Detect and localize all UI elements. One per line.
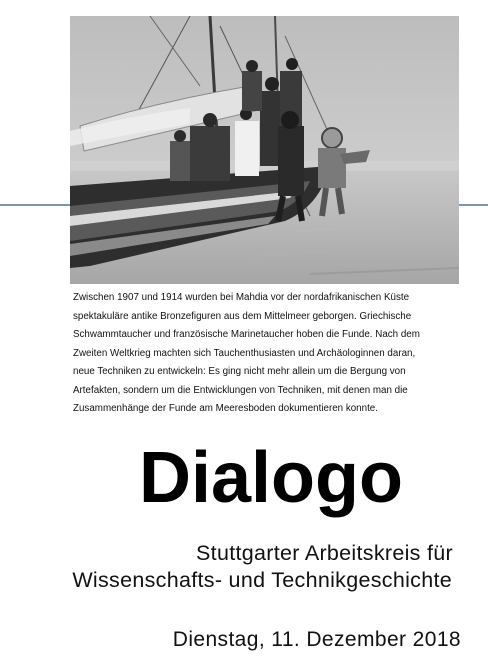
sponge-divers-boat-illustration <box>70 16 459 284</box>
page-title <box>0 438 488 518</box>
historic-photo <box>70 16 459 284</box>
caption-line: Zwischen 1907 und 1914 wurden bei Mahdia vor der nordafrikanischen Küste <box>73 292 410 303</box>
decorative-rule-right <box>458 204 488 206</box>
decorative-rule-left <box>0 204 70 206</box>
photo-caption <box>73 289 459 419</box>
caption-line: Schwammtaucher und französische Marinetaucher hoben die Funde. Nach dem <box>73 329 420 340</box>
caption-line: neue Techniken zu entwickeln: Es ging nicht mehr allein um die Bergung von <box>73 366 406 377</box>
caption-line: Zweiten Weltkrieg machten sich Tauchenthusiasten und Archäologinnen daran, <box>73 347 416 359</box>
caption-line: Artefakten, sondern um die Entwicklungen von Techniken, mit denen man die <box>73 384 408 396</box>
event-date: Dienstag, 11. Dezember 2018 <box>172 628 461 651</box>
caption-line: Zusammenhänge der Funde am Meeresboden dokumentieren konnte. <box>73 403 378 414</box>
title-text: Dialogo <box>139 438 403 518</box>
caption-line: spektakuläre antike Bronzefiguren aus dem Mittelmeer geborgen. Griechische <box>73 310 412 322</box>
subtitle-line-1: Stuttgarter Arbeitskreis für <box>196 541 453 565</box>
subtitle-line-2: Wissenschafts- und Technikgeschichte <box>72 568 452 592</box>
